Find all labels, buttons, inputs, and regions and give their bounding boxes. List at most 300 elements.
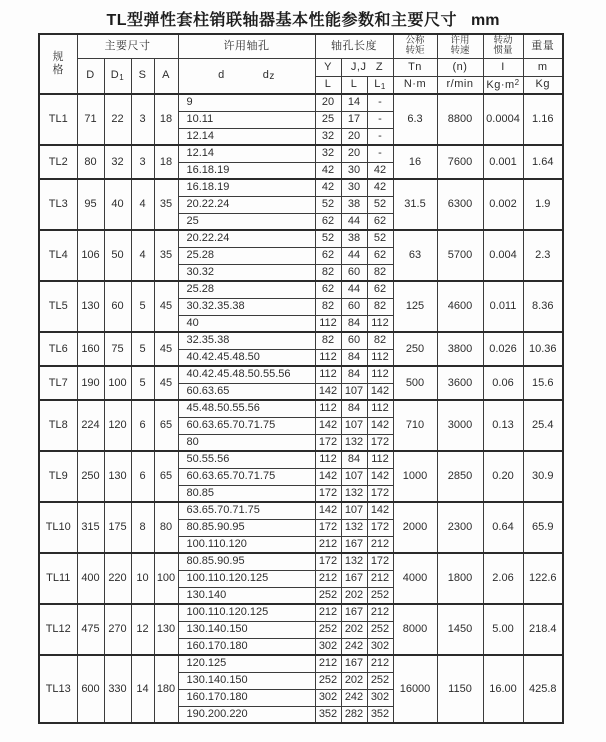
length-Z-L1-cell: 112 bbox=[367, 451, 393, 468]
inertia-cell: 0.004 bbox=[483, 230, 523, 281]
length-J-L-cell: 20 bbox=[341, 145, 367, 162]
col-header-spec: 规 格 bbox=[39, 34, 77, 94]
bore-diameters-cell: 60.63.65.70.71.75 bbox=[178, 468, 315, 485]
length-J-L-cell: 107 bbox=[341, 417, 367, 434]
length-Z-L1-cell: 252 bbox=[367, 621, 393, 638]
length-Z-L1-cell: 352 bbox=[367, 706, 393, 723]
dim-D1-cell: 270 bbox=[104, 604, 131, 655]
dim-S-cell: 3 bbox=[131, 145, 154, 179]
dim-D-cell: 106 bbox=[77, 230, 104, 281]
col-header-I: I bbox=[483, 58, 523, 76]
length-Z-L1-cell: 62 bbox=[367, 247, 393, 264]
spec-cell: TL5 bbox=[39, 281, 77, 332]
length-J-L-cell: 44 bbox=[341, 247, 367, 264]
dim-D-cell: 250 bbox=[77, 451, 104, 502]
spec-cell: TL1 bbox=[39, 94, 77, 145]
bore-diameters-cell: 80.85.90.95 bbox=[178, 553, 315, 570]
length-Y-L-cell: 142 bbox=[315, 417, 341, 434]
bore-diameters-cell: 63.65.70.71.75 bbox=[178, 502, 315, 519]
header-row-2 bbox=[39, 58, 563, 76]
length-Y-L-cell: 302 bbox=[315, 638, 341, 655]
dim-A-cell: 65 bbox=[154, 400, 178, 451]
length-Z-L1-cell: - bbox=[367, 128, 393, 145]
dim-S-cell: 4 bbox=[131, 179, 154, 230]
allowed-speed-cell: 3800 bbox=[437, 332, 483, 366]
inertia-cell: 0.13 bbox=[483, 400, 523, 451]
bore-diameters-cell: 100.110.120.125 bbox=[178, 570, 315, 587]
length-J-L-cell: 107 bbox=[341, 468, 367, 485]
length-Z-L1-cell: 112 bbox=[367, 366, 393, 383]
mass-cell: 30.9 bbox=[523, 451, 563, 502]
length-Y-L-cell: 112 bbox=[315, 349, 341, 366]
bore-diameters-cell: 40.42.45.48.50.55.56 bbox=[178, 366, 315, 383]
length-J-L-cell: 202 bbox=[341, 587, 367, 604]
spec-cell: TL6 bbox=[39, 332, 77, 366]
dim-S-cell: 4 bbox=[131, 230, 154, 281]
length-Y-L-cell: 172 bbox=[315, 519, 341, 536]
dim-D-cell: 130 bbox=[77, 281, 104, 332]
dim-A-cell: 65 bbox=[154, 451, 178, 502]
mass-cell: 8.36 bbox=[523, 281, 563, 332]
inertia-cell: 0.0004 bbox=[483, 94, 523, 145]
col-header-L-Y: L bbox=[315, 76, 341, 94]
length-Z-L1-cell: 52 bbox=[367, 230, 393, 247]
length-Y-L-cell: 20 bbox=[315, 94, 341, 111]
dim-D1-cell: 22 bbox=[104, 94, 131, 145]
dim-S-cell: 6 bbox=[131, 400, 154, 451]
spec-cell: TL2 bbox=[39, 145, 77, 179]
length-Y-L-cell: 172 bbox=[315, 553, 341, 570]
length-Z-L1-cell: 172 bbox=[367, 434, 393, 451]
mass-cell: 15.6 bbox=[523, 366, 563, 400]
col-header-kg: Kg bbox=[523, 76, 563, 94]
length-J-L-cell: 202 bbox=[341, 672, 367, 689]
dim-S-cell: 6 bbox=[131, 451, 154, 502]
length-J-L-cell: 84 bbox=[341, 366, 367, 383]
length-Y-L-cell: 25 bbox=[315, 111, 341, 128]
table-row bbox=[39, 502, 563, 519]
dim-A-cell: 130 bbox=[154, 604, 178, 655]
inertia-cell: 0.002 bbox=[483, 179, 523, 230]
table-row bbox=[39, 281, 563, 298]
bore-diameters-cell: 100.110.120.125 bbox=[178, 604, 315, 621]
bore-diameters-cell: 60.63.65 bbox=[178, 383, 315, 400]
dim-D1-cell: 40 bbox=[104, 179, 131, 230]
dim-D-cell: 95 bbox=[77, 179, 104, 230]
table-header bbox=[39, 34, 563, 94]
length-J-L-cell: 107 bbox=[341, 502, 367, 519]
length-J-L-cell: 20 bbox=[341, 128, 367, 145]
dim-D1-cell: 330 bbox=[104, 655, 131, 723]
length-Y-L-cell: 212 bbox=[315, 570, 341, 587]
dim-D1-cell: 130 bbox=[104, 451, 131, 502]
length-Y-L-cell: 142 bbox=[315, 502, 341, 519]
bore-diameters-cell: 9 bbox=[178, 94, 315, 111]
dim-D-cell: 71 bbox=[77, 94, 104, 145]
mass-cell: 1.64 bbox=[523, 145, 563, 179]
dim-D1-cell: 175 bbox=[104, 502, 131, 553]
inertia-cell: 0.011 bbox=[483, 281, 523, 332]
dim-D-cell: 80 bbox=[77, 145, 104, 179]
col-header-d-dz: d dz bbox=[178, 58, 315, 94]
length-Y-L-cell: 172 bbox=[315, 434, 341, 451]
length-J-L-cell: 17 bbox=[341, 111, 367, 128]
length-J-L-cell: 167 bbox=[341, 655, 367, 672]
dim-D1-cell: 60 bbox=[104, 281, 131, 332]
bore-diameters-cell: 160.170.180 bbox=[178, 689, 315, 706]
length-Z-L1-cell: 302 bbox=[367, 638, 393, 655]
length-Z-L1-cell: 172 bbox=[367, 485, 393, 502]
length-Z-L1-cell: 42 bbox=[367, 179, 393, 196]
length-J-L-cell: 107 bbox=[341, 383, 367, 400]
table-row bbox=[39, 553, 563, 570]
col-header-kgm2: $Kg\cdot m^2$ bbox=[483, 76, 523, 94]
length-Y-L-cell: 112 bbox=[315, 451, 341, 468]
length-Y-L-cell: 112 bbox=[315, 400, 341, 417]
length-J-L-cell: 60 bbox=[341, 264, 367, 281]
dim-A-cell: 18 bbox=[154, 94, 178, 145]
table-row bbox=[39, 655, 563, 672]
length-Y-L-cell: 212 bbox=[315, 536, 341, 553]
coupling-spec-table bbox=[38, 33, 564, 724]
nominal-torque-cell: 1000 bbox=[393, 451, 437, 502]
dim-D-cell: 400 bbox=[77, 553, 104, 604]
length-Z-L1-cell: 142 bbox=[367, 383, 393, 400]
length-Y-L-cell: 32 bbox=[315, 128, 341, 145]
length-Y-L-cell: 142 bbox=[315, 383, 341, 400]
length-J-L-cell: 202 bbox=[341, 621, 367, 638]
length-Z-L1-cell: 142 bbox=[367, 468, 393, 485]
nominal-torque-cell: 63 bbox=[393, 230, 437, 281]
length-Z-L1-cell: 82 bbox=[367, 332, 393, 349]
length-Z-L1-cell: 212 bbox=[367, 536, 393, 553]
mass-cell: 25.4 bbox=[523, 400, 563, 451]
nominal-torque-cell: 6.3 bbox=[393, 94, 437, 145]
inertia-cell: 0.20 bbox=[483, 451, 523, 502]
length-J-L-cell: 242 bbox=[341, 638, 367, 655]
spec-cell: TL12 bbox=[39, 604, 77, 655]
bore-diameters-cell: 80 bbox=[178, 434, 315, 451]
bore-diameters-cell: 60.63.65.70.71.75 bbox=[178, 417, 315, 434]
spec-cell: TL13 bbox=[39, 655, 77, 723]
table-row bbox=[39, 145, 563, 162]
nominal-torque-cell: 2000 bbox=[393, 502, 437, 553]
bore-diameters-cell: 20.22.24 bbox=[178, 230, 315, 247]
col-header-L1-Z: $L_1$ bbox=[367, 76, 393, 94]
length-J-L-cell: 30 bbox=[341, 179, 367, 196]
spec-cell: TL11 bbox=[39, 553, 77, 604]
bore-diameters-cell: 25.28 bbox=[178, 281, 315, 298]
col-header-m: m bbox=[523, 58, 563, 76]
bore-diameters-cell: 20.22.24 bbox=[178, 196, 315, 213]
dim-D-cell: 475 bbox=[77, 604, 104, 655]
nominal-torque-cell: 250 bbox=[393, 332, 437, 366]
nominal-torque-cell: 31.5 bbox=[393, 179, 437, 230]
length-Y-L-cell: 52 bbox=[315, 230, 341, 247]
spec-cell: TL3 bbox=[39, 179, 77, 230]
nominal-torque-cell: 16000 bbox=[393, 655, 437, 723]
length-J-L-cell: 38 bbox=[341, 196, 367, 213]
allowed-speed-cell: 1150 bbox=[437, 655, 483, 723]
length-J-L-cell: 132 bbox=[341, 434, 367, 451]
length-J-L-cell: 84 bbox=[341, 400, 367, 417]
allowed-speed-cell: 3000 bbox=[437, 400, 483, 451]
length-Z-L1-cell: 212 bbox=[367, 604, 393, 621]
dim-S-cell: 5 bbox=[131, 281, 154, 332]
col-header-A: A bbox=[154, 58, 178, 94]
length-J-L-cell: 132 bbox=[341, 485, 367, 502]
mass-cell: 1.16 bbox=[523, 94, 563, 145]
length-Y-L-cell: 62 bbox=[315, 247, 341, 264]
bore-diameters-cell: 45.48.50.55.56 bbox=[178, 400, 315, 417]
dim-D-cell: 315 bbox=[77, 502, 104, 553]
allowed-speed-cell: 1800 bbox=[437, 553, 483, 604]
length-Y-L-cell: 112 bbox=[315, 366, 341, 383]
mass-cell: 122.6 bbox=[523, 553, 563, 604]
bore-diameters-cell: 12.14 bbox=[178, 128, 315, 145]
allowed-speed-cell: 8800 bbox=[437, 94, 483, 145]
allowed-speed-cell: 6300 bbox=[437, 179, 483, 230]
bore-diameters-cell: 12.14 bbox=[178, 145, 315, 162]
length-Y-L-cell: 82 bbox=[315, 298, 341, 315]
dim-D1-cell: 120 bbox=[104, 400, 131, 451]
dim-D1-cell: 32 bbox=[104, 145, 131, 179]
table-row bbox=[39, 604, 563, 621]
inertia-cell: 0.64 bbox=[483, 502, 523, 553]
length-Z-L1-cell: - bbox=[367, 111, 393, 128]
length-J-L-cell: 60 bbox=[341, 332, 367, 349]
length-Z-L1-cell: 112 bbox=[367, 400, 393, 417]
bore-diameters-cell: 130.140.150 bbox=[178, 672, 315, 689]
length-Y-L-cell: 212 bbox=[315, 604, 341, 621]
dim-S-cell: 8 bbox=[131, 502, 154, 553]
length-J-L-cell: 30 bbox=[341, 162, 367, 179]
bore-diameters-cell: 130.140 bbox=[178, 587, 315, 604]
length-Z-L1-cell: - bbox=[367, 94, 393, 111]
col-header-allowed-speed: 许用 转速 bbox=[437, 34, 483, 58]
length-J-L-cell: 167 bbox=[341, 604, 367, 621]
mass-cell: 1.9 bbox=[523, 179, 563, 230]
length-Y-L-cell: 62 bbox=[315, 281, 341, 298]
length-Z-L1-cell: 62 bbox=[367, 281, 393, 298]
dim-S-cell: 5 bbox=[131, 332, 154, 366]
mass-cell: 10.36 bbox=[523, 332, 563, 366]
length-J-L-cell: 60 bbox=[341, 298, 367, 315]
bore-diameters-cell: 30.32.35.38 bbox=[178, 298, 315, 315]
dim-D1-cell: 50 bbox=[104, 230, 131, 281]
dim-D1-cell: 75 bbox=[104, 332, 131, 366]
dim-S-cell: 10 bbox=[131, 553, 154, 604]
length-J-L-cell: 84 bbox=[341, 349, 367, 366]
table-row bbox=[39, 94, 563, 111]
bore-diameters-cell: 100.110.120 bbox=[178, 536, 315, 553]
bore-diameters-cell: 190.200.220 bbox=[178, 706, 315, 723]
allowed-speed-cell: 5700 bbox=[437, 230, 483, 281]
allowed-speed-cell: 2850 bbox=[437, 451, 483, 502]
length-Z-L1-cell: 172 bbox=[367, 519, 393, 536]
length-Y-L-cell: 212 bbox=[315, 655, 341, 672]
length-Y-L-cell: 82 bbox=[315, 332, 341, 349]
inertia-cell: 0.06 bbox=[483, 366, 523, 400]
dim-A-cell: 35 bbox=[154, 230, 178, 281]
dim-S-cell: 12 bbox=[131, 604, 154, 655]
table-body bbox=[39, 94, 563, 723]
dim-A-cell: 80 bbox=[154, 502, 178, 553]
length-Z-L1-cell: 302 bbox=[367, 689, 393, 706]
spec-cell: TL4 bbox=[39, 230, 77, 281]
nominal-torque-cell: 8000 bbox=[393, 604, 437, 655]
col-header-Y: Y bbox=[315, 58, 341, 76]
page-title bbox=[0, 7, 606, 30]
dim-A-cell: 45 bbox=[154, 332, 178, 366]
spec-cell: TL8 bbox=[39, 400, 77, 451]
dim-S-cell: 5 bbox=[131, 366, 154, 400]
length-J-L-cell: 14 bbox=[341, 94, 367, 111]
allowed-speed-cell: 7600 bbox=[437, 145, 483, 179]
table-row bbox=[39, 366, 563, 383]
length-Z-L1-cell: 252 bbox=[367, 672, 393, 689]
dim-S-cell: 14 bbox=[131, 655, 154, 723]
col-header-S: S bbox=[131, 58, 154, 94]
length-Y-L-cell: 302 bbox=[315, 689, 341, 706]
length-J-L-cell: 84 bbox=[341, 451, 367, 468]
col-header-JJZ: J,J Z bbox=[341, 58, 393, 76]
bore-diameters-cell: 160.170.180 bbox=[178, 638, 315, 655]
inertia-cell: 0.026 bbox=[483, 332, 523, 366]
length-J-L-cell: 132 bbox=[341, 553, 367, 570]
bore-diameters-cell: 130.140.150 bbox=[178, 621, 315, 638]
bore-diameters-cell: 40.42.45.48.50 bbox=[178, 349, 315, 366]
length-Z-L1-cell: 172 bbox=[367, 553, 393, 570]
dim-D1-cell: 100 bbox=[104, 366, 131, 400]
inertia-cell: 5.00 bbox=[483, 604, 523, 655]
length-Y-L-cell: 112 bbox=[315, 315, 341, 332]
title-unit: mm bbox=[471, 12, 500, 29]
col-header-weight: 重量 bbox=[523, 34, 563, 58]
bore-diameters-cell: 16.18.19 bbox=[178, 179, 315, 196]
length-Y-L-cell: 42 bbox=[315, 162, 341, 179]
bore-diameters-cell: 40 bbox=[178, 315, 315, 332]
dim-D-cell: 224 bbox=[77, 400, 104, 451]
length-Z-L1-cell: 112 bbox=[367, 349, 393, 366]
dim-A-cell: 100 bbox=[154, 553, 178, 604]
length-J-L-cell: 282 bbox=[341, 706, 367, 723]
table-row bbox=[39, 230, 563, 247]
length-Y-L-cell: 42 bbox=[315, 179, 341, 196]
length-Y-L-cell: 252 bbox=[315, 672, 341, 689]
mass-cell: 218.4 bbox=[523, 604, 563, 655]
header-row-1 bbox=[39, 34, 563, 58]
bore-diameters-cell: 32.35.38 bbox=[178, 332, 315, 349]
length-J-L-cell: 84 bbox=[341, 315, 367, 332]
title-text: TL型弹性套柱销联轴器基本性能参数和主要尺寸 bbox=[106, 12, 458, 29]
length-J-L-cell: 167 bbox=[341, 536, 367, 553]
bore-diameters-cell: 16.18.19 bbox=[178, 162, 315, 179]
length-Z-L1-cell: 82 bbox=[367, 264, 393, 281]
col-header-bore-length: 轴孔长度 bbox=[315, 34, 393, 58]
col-header-D1: $D_1$ bbox=[104, 58, 131, 94]
dim-A-cell: 18 bbox=[154, 145, 178, 179]
dim-D-cell: 160 bbox=[77, 332, 104, 366]
dim-A-cell: 35 bbox=[154, 179, 178, 230]
length-J-L-cell: 242 bbox=[341, 689, 367, 706]
bore-diameters-cell: 25.28 bbox=[178, 247, 315, 264]
bore-diameters-cell: 80.85 bbox=[178, 485, 315, 502]
spec-cell: TL10 bbox=[39, 502, 77, 553]
length-Y-L-cell: 142 bbox=[315, 468, 341, 485]
col-header-rmin: r/min bbox=[437, 76, 483, 94]
bore-diameters-cell: 50.55.56 bbox=[178, 451, 315, 468]
col-header-nominal-torque: 公称 转矩 bbox=[393, 34, 437, 58]
length-Y-L-cell: 52 bbox=[315, 196, 341, 213]
length-Y-L-cell: 82 bbox=[315, 264, 341, 281]
table-row bbox=[39, 179, 563, 196]
length-Z-L1-cell: 42 bbox=[367, 162, 393, 179]
mass-cell: 425.8 bbox=[523, 655, 563, 723]
inertia-cell: 0.001 bbox=[483, 145, 523, 179]
nominal-torque-cell: 16 bbox=[393, 145, 437, 179]
length-Z-L1-cell: 252 bbox=[367, 587, 393, 604]
col-header-Tn: Tn bbox=[393, 58, 437, 76]
length-Z-L1-cell: 212 bbox=[367, 655, 393, 672]
length-Y-L-cell: 252 bbox=[315, 587, 341, 604]
length-Z-L1-cell: 62 bbox=[367, 213, 393, 230]
length-Z-L1-cell: 112 bbox=[367, 315, 393, 332]
table-row bbox=[39, 332, 563, 349]
length-Z-L1-cell: 52 bbox=[367, 196, 393, 213]
bore-diameters-cell: 25 bbox=[178, 213, 315, 230]
length-Y-L-cell: 352 bbox=[315, 706, 341, 723]
length-J-L-cell: 38 bbox=[341, 230, 367, 247]
inertia-cell: 16.00 bbox=[483, 655, 523, 723]
allowed-speed-cell: 3600 bbox=[437, 366, 483, 400]
col-header-Nm: N·m bbox=[393, 76, 437, 94]
length-J-L-cell: 44 bbox=[341, 213, 367, 230]
col-header-allowed-bore: 许用轴孔 bbox=[178, 34, 315, 58]
length-Y-L-cell: 252 bbox=[315, 621, 341, 638]
length-J-L-cell: 44 bbox=[341, 281, 367, 298]
length-Z-L1-cell: 82 bbox=[367, 298, 393, 315]
dim-A-cell: 45 bbox=[154, 366, 178, 400]
dim-D-cell: 600 bbox=[77, 655, 104, 723]
col-header-D: D bbox=[77, 58, 104, 94]
allowed-speed-cell: 4600 bbox=[437, 281, 483, 332]
length-J-L-cell: 132 bbox=[341, 519, 367, 536]
dim-A-cell: 45 bbox=[154, 281, 178, 332]
bore-diameters-cell: 30.32 bbox=[178, 264, 315, 281]
nominal-torque-cell: 710 bbox=[393, 400, 437, 451]
dim-D1-cell: 220 bbox=[104, 553, 131, 604]
allowed-speed-cell: 2300 bbox=[437, 502, 483, 553]
inertia-cell: 2.06 bbox=[483, 553, 523, 604]
length-Y-L-cell: 62 bbox=[315, 213, 341, 230]
table-row bbox=[39, 451, 563, 468]
bore-diameters-cell: 120.125 bbox=[178, 655, 315, 672]
allowed-speed-cell: 1450 bbox=[437, 604, 483, 655]
length-Y-L-cell: 172 bbox=[315, 485, 341, 502]
spec-cell: TL7 bbox=[39, 366, 77, 400]
length-Y-L-cell: 32 bbox=[315, 145, 341, 162]
col-header-main-dims: 主要尺寸 bbox=[77, 34, 178, 58]
col-header-inertia: 转动 惯量 bbox=[483, 34, 523, 58]
length-Z-L1-cell: 142 bbox=[367, 417, 393, 434]
dim-A-cell: 180 bbox=[154, 655, 178, 723]
mass-cell: 65.9 bbox=[523, 502, 563, 553]
nominal-torque-cell: 500 bbox=[393, 366, 437, 400]
length-Z-L1-cell: 212 bbox=[367, 570, 393, 587]
bore-diameters-cell: 10.11 bbox=[178, 111, 315, 128]
spec-cell: TL9 bbox=[39, 451, 77, 502]
